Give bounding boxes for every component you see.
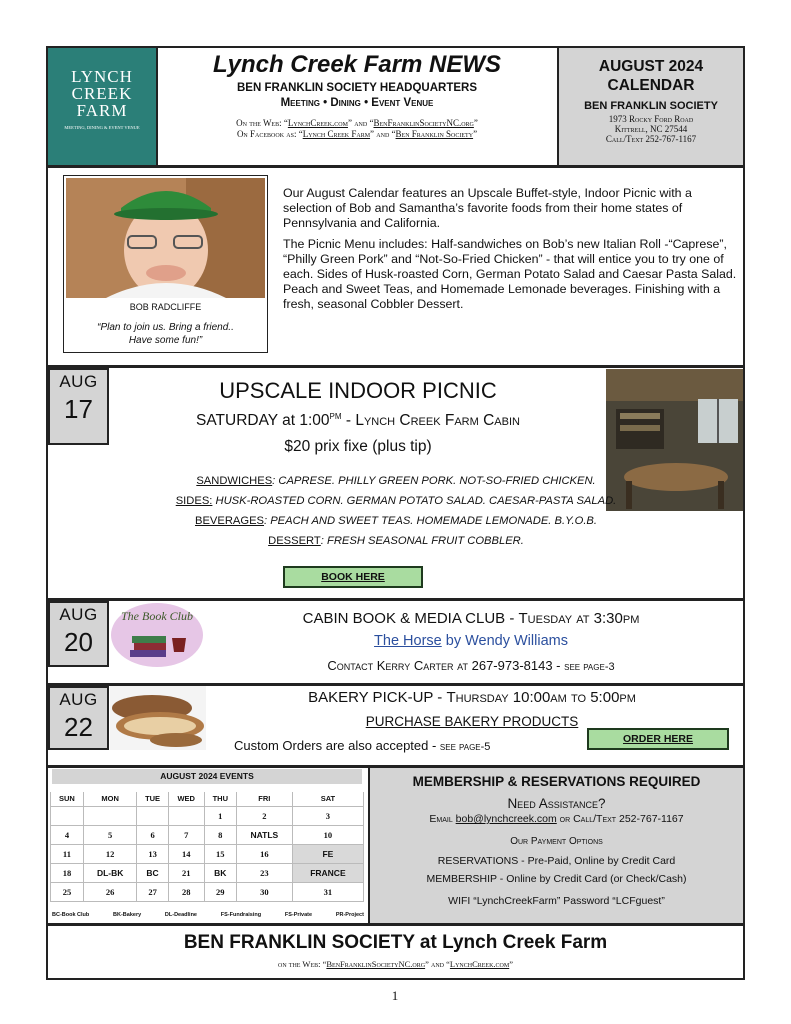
address-1: 1973 Rocky Ford Road	[608, 114, 694, 124]
calendar-day-cell: 21	[168, 863, 204, 882]
bakery-see-page: see page-5	[439, 741, 491, 753]
fb-suffix: ”	[473, 129, 478, 139]
calendar-day-cell: NATLS	[236, 825, 292, 844]
calendar-day-cell: 23	[236, 863, 292, 882]
picnic-when	[110, 412, 606, 430]
bakery-title	[206, 689, 738, 706]
bakery-custom-text: Custom Orders are also accepted -	[234, 738, 440, 753]
menu-label-dessert: DESSERT	[268, 535, 321, 547]
calendar-title-1: AUGUST 2024	[598, 58, 704, 75]
calendar-day-cell	[51, 806, 84, 825]
calendar-day-cell: 4	[51, 825, 84, 844]
facebook-line	[158, 129, 556, 139]
email-prefix: Email	[429, 813, 456, 825]
date-aug-20	[48, 601, 109, 667]
header-right	[557, 48, 743, 165]
calendar-day-cell: 8	[204, 825, 236, 844]
picnic-when-a: SATURDAY at 1:00	[196, 412, 330, 430]
footer-title: BEN FRANKLIN SOCIETY at Lynch Creek Farm	[183, 932, 608, 953]
logo	[48, 48, 156, 165]
web-prefix: On the Web: “	[236, 118, 288, 128]
picnic-price: $20 prix fixe (plus tip)	[284, 438, 432, 455]
bookclub-see-page: see page-3	[564, 661, 615, 673]
calendar-day-cell: 13	[137, 844, 168, 863]
date-month: AUG	[59, 605, 98, 624]
footer-link-bfs[interactable]: BenFranklinSocietyNC.org	[326, 959, 426, 969]
calendar-day-cell: 6	[137, 825, 168, 844]
web-mid: ” and “	[347, 118, 374, 128]
org-name: BEN FRANKLIN SOCIETY	[584, 100, 718, 112]
logo-line-3: FARM	[76, 101, 128, 120]
bookclub-title-a: CABIN BOOK & MEDIA CLUB -	[302, 610, 519, 627]
calendar-day-cell: FE	[292, 844, 363, 863]
date-aug-17	[48, 368, 109, 445]
menu-label-sides: SIDES:	[175, 495, 213, 507]
bookclub-title-b: Tuesday at 3:30pm	[518, 610, 640, 627]
intro-paragraph-1: Our August Calendar features an Upscale Buffet-style, Indoor Picnic with a selection of Bob and Samantha’s favorite foods from their home states of Pennsylvania and California.	[283, 186, 692, 230]
header-center	[158, 50, 556, 139]
menu-label-sandwiches: SANDWICHES	[196, 475, 273, 487]
bookclub-book	[204, 633, 738, 649]
web-link-bfs[interactable]: BenFranklinSocietyNC.org	[373, 118, 474, 128]
bakery-title-b: Thursday 10:00am to 5:00pm	[446, 689, 636, 706]
calendar-day-cell: BK	[204, 863, 236, 882]
newsletter-subtitle: BEN FRANKLIN SOCIETY HEADQUARTERS	[236, 82, 478, 94]
address-2: Kittrell, NC 27544	[614, 124, 688, 134]
calendar-day-cell	[83, 806, 137, 825]
fb-link-bfs[interactable]: Ben Franklin Society	[395, 129, 474, 139]
calendar-day-cell: 29	[204, 882, 236, 901]
membership-title: MEMBERSHIP & RESERVATIONS REQUIRED	[412, 774, 701, 789]
logo-tagline: MEETING, DINING & EVENT VENUE	[64, 125, 140, 130]
book-club-logo	[110, 602, 204, 668]
calendar-day-cell: 15	[204, 844, 236, 863]
calendar-day-cell: 5	[83, 825, 137, 844]
newsletter-title: Lynch Creek Farm NEWS	[212, 51, 502, 78]
portrait-illustration	[66, 178, 265, 298]
calendar-week-row	[51, 863, 364, 882]
footer-web-mid: ” and “	[425, 959, 450, 969]
email-link[interactable]: bob@lynchcreek.com	[455, 813, 557, 825]
calendar-legend-item: PR-Project	[335, 912, 364, 918]
services: Meeting • Dining • Event Venue	[280, 97, 434, 109]
menu-sandwiches	[48, 474, 744, 488]
calendar-weekday: SUN	[51, 792, 84, 806]
logo-line-2: CREEK	[71, 84, 133, 103]
logo-line-1: LYNCH	[71, 67, 133, 86]
calendar-legend-item: FS-Private	[284, 912, 313, 918]
menu-label-beverages: BEVERAGES	[194, 515, 264, 527]
menu-text-sandwiches: : CAPRESE. PHILLY GREEN PORK. NOT-SO-FRIED CHICKEN.	[272, 475, 596, 487]
book-author: by Wendy Williams	[441, 633, 568, 649]
footer-web-line	[48, 959, 743, 969]
calendar-day-cell: 7	[168, 825, 204, 844]
membership-panel	[368, 768, 743, 923]
calendar-weekday-row	[51, 792, 364, 806]
calendar-day-cell: 18	[51, 863, 84, 882]
calendar-day-cell: 1	[204, 806, 236, 825]
bob-quote-1: “Plan to join us. Bring a friend..	[97, 322, 234, 333]
calendar-day-cell: 10	[292, 825, 363, 844]
bob-quote-2: Have some fun!”	[128, 335, 203, 346]
calendar-week-row	[51, 806, 364, 825]
date-day: 20	[64, 627, 93, 657]
calendar-week-row	[51, 882, 364, 901]
menu-text-sides: HUSK-ROASTED CORN. GERMAN POTATO SALAD. CAESAR-PASTA SALAD.	[212, 495, 617, 507]
bakery-custom	[234, 738, 574, 753]
calendar-day-cell: 27	[137, 882, 168, 901]
book-here-button[interactable]: BOOK HERE	[283, 566, 423, 588]
picnic-when-sup: PM	[329, 412, 342, 421]
reservations-line: RESERVATIONS - Pre-Paid, Online by Credit Card	[437, 855, 676, 867]
bakery-title-a: BAKERY PICK-UP -	[308, 689, 447, 706]
menu-sides	[48, 494, 744, 508]
payment-options: Our Payment Options	[510, 836, 603, 847]
calendar-weekday: WED	[168, 792, 204, 806]
calendar-day-cell: 2	[236, 806, 292, 825]
need-assistance: Need Assistance?	[507, 796, 606, 811]
bookclub-contact	[204, 658, 738, 673]
calendar-day-cell: 26	[83, 882, 137, 901]
web-link-lynchcreek[interactable]: LynchCreek.com	[287, 118, 348, 128]
calendar-weekday: SAT	[292, 792, 363, 806]
calendar-day-cell: FRANCE	[292, 863, 363, 882]
date-month: AUG	[59, 690, 98, 709]
calendar-legend-item: BC-Book Club	[52, 912, 90, 918]
fb-link-lynchcreek[interactable]: Lynch Creek Farm	[302, 129, 371, 139]
calendar-day-cell: 31	[292, 882, 363, 901]
fb-prefix: On Facebook as: “	[236, 129, 303, 139]
calendar-day-cell: 3	[292, 806, 363, 825]
footer-link-lynchcreek[interactable]: LynchCreek.com	[449, 959, 510, 969]
date-day: 22	[64, 712, 93, 742]
calendar-weekday: THU	[204, 792, 236, 806]
calendar-body	[51, 806, 364, 901]
calendar-week-row	[51, 844, 364, 863]
calendar-title-2: CALENDAR	[607, 77, 695, 94]
menu-beverages	[48, 514, 744, 528]
email-line	[370, 813, 743, 825]
web-suffix: ”	[473, 118, 478, 128]
intro-paragraph-2: The Picnic Menu includes: Half-sandwiches on Bob’s new Italian Roll -“Caprese”, “Philly Green Pork” and “Not-So-Fried Chicken” - that will entice you to try one of each. Sides of Husk-roasted Corn, German Potato Salad and Caesar Pasta Salad. Peach and Sweet Teas, and Homemade Lemonade beverages. Finishing with a fresh, seasonal Cobbler Dessert.	[283, 237, 737, 311]
footer-web-suffix: ”	[509, 959, 513, 969]
bookclub-contact-text: Contact Kerry Carter at 267-973-8143 -	[327, 658, 565, 673]
bookclub-title	[204, 610, 738, 627]
bread-illustration	[110, 686, 206, 750]
bakery-purchase-link[interactable]: PURCHASE BAKERY PRODUCTS	[365, 714, 579, 729]
date-aug-22	[48, 686, 109, 750]
photo-caption: BOB RADCLIFFE	[129, 302, 202, 312]
wifi-line: WIFI “LynchCreekFarm” Password “LCFguest”	[448, 895, 665, 907]
calendar-grid	[50, 792, 364, 902]
calendar-day-cell: 30	[236, 882, 292, 901]
cabin-photo	[606, 369, 743, 511]
picnic-title: UPSCALE INDOOR PICNIC	[219, 378, 497, 403]
calendar-weekday: TUE	[137, 792, 168, 806]
calendar-legend-item: DL-Deadline	[164, 912, 197, 918]
web-line	[158, 118, 556, 128]
page-number: 1	[391, 988, 399, 1003]
calendar-legend-item: FS-Fundraising	[220, 912, 262, 918]
calendar-title: AUGUST 2024 EVENTS	[52, 769, 362, 784]
bread-photo	[110, 686, 206, 750]
bob-photo-frame	[63, 175, 268, 353]
book-club-logo-text: The Book Club	[121, 609, 193, 623]
calendar-day-cell	[168, 806, 204, 825]
date-month: AUG	[59, 372, 98, 391]
footer-web-prefix: on the Web: “	[278, 959, 327, 969]
menu-text-dessert: : FRESH SEASONAL FRUIT COBBLER.	[320, 535, 524, 547]
calendar-week-row	[51, 825, 364, 844]
order-here-button[interactable]: ORDER HERE	[587, 728, 729, 750]
calendar-day-cell: 11	[51, 844, 84, 863]
menu-text-beverages: : PEACH AND SWEET TEAS. HOMEMADE LEMONADE. B.Y.O.B.	[264, 515, 597, 527]
menu-dessert	[48, 534, 744, 548]
calendar-legend-item: BK-Bakery	[113, 912, 142, 918]
phone: Call/Text 252-767-1167	[605, 134, 697, 144]
calendar-day-cell: 14	[168, 844, 204, 863]
book-title-link[interactable]: The Horse	[374, 633, 442, 649]
calendar-day-cell: 12	[83, 844, 137, 863]
bob-photo	[66, 178, 265, 298]
calendar-day-cell	[137, 806, 168, 825]
membership-line: MEMBERSHIP - Online by Credit Card (or Check/Cash)	[426, 873, 687, 885]
fb-mid: ” and “	[370, 129, 396, 139]
picnic-when-b: - Lynch Creek Farm Cabin	[341, 412, 520, 430]
email-suffix: or Call/Text 252-767-1167	[556, 813, 684, 825]
date-day: 17	[64, 394, 93, 424]
calendar-day-cell: DL-BK	[83, 863, 137, 882]
calendar-weekday: MON	[83, 792, 137, 806]
intro-text	[283, 186, 737, 312]
calendar-day-cell: 16	[236, 844, 292, 863]
cabin-illustration	[606, 369, 743, 511]
calendar-legend	[52, 912, 364, 922]
calendar-day-cell: BC	[137, 863, 168, 882]
calendar-day-cell: 28	[168, 882, 204, 901]
calendar-weekday: FRI	[236, 792, 292, 806]
calendar-day-cell: 25	[51, 882, 84, 901]
